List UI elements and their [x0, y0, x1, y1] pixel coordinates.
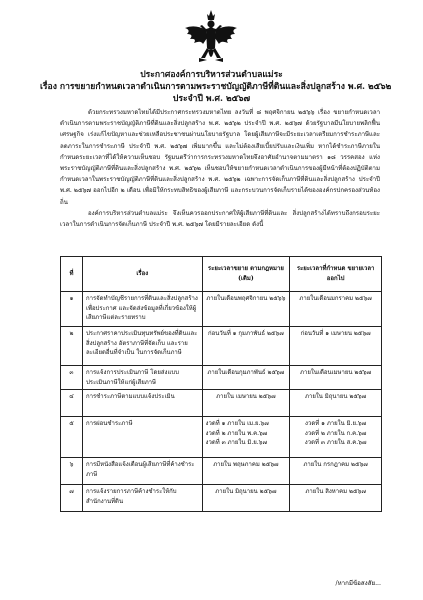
table-row	[61, 366, 382, 390]
continued-note: /หากมีข้อสงสัย...	[335, 580, 381, 587]
year-title: ประจำปี พ.ศ. ๒๕๖๗	[172, 94, 251, 104]
row-num: ๑	[61, 292, 83, 327]
schedule-table	[60, 256, 382, 512]
installment-old-2: งวดที่ ๒ ภายใน พ.ค.๖๗	[205, 429, 268, 437]
table-row	[61, 485, 382, 512]
table-row	[61, 390, 382, 417]
row-new-period: ภายใน มิถุนายน ๒๕๖๗	[290, 390, 382, 417]
row-num: ๗	[61, 485, 83, 512]
row-new-period: ภายใน สิงหาคม ๒๕๖๗	[290, 485, 382, 512]
announcement-body	[60, 107, 380, 230]
row-new-period: ก่อนวันที่ ๑ เมษายน ๒๕๖๗	[290, 327, 382, 366]
row-old-period: ก่อนวันที่ ๑ กุมภาพันธ์ ๒๕๖๗	[202, 327, 290, 366]
row-num: ๒	[61, 327, 83, 366]
row-subject: การมีหนังสือแจ้งเตือนผู้เสียภาษีที่ค้างชำระภาษี	[82, 458, 202, 485]
header-new-period: ระยะเวลาที่กำหนด ขยายเวลาออกไป	[290, 257, 382, 292]
table-header-row	[61, 257, 382, 292]
row-new-period: ภายในเดือนเมษายน ๒๕๖๗	[290, 366, 382, 390]
row-num: ๕	[61, 417, 83, 458]
row-new-period	[290, 417, 382, 458]
installment-old-3: งวดที่ ๓ ภายใน มิ.ย.๖๗	[205, 439, 267, 447]
header-subject: เรื่อง	[82, 257, 202, 292]
row-num: ๓	[61, 366, 83, 390]
row-old-period: ภายในเดือนพฤศจิกายน ๒๕๖๖	[202, 292, 290, 327]
row-subject: การจัดทำบัญชีรายการที่ดินและสิ่งปลูกสร้างเพื่อประกาศ และจัดส่งข้อมูลที่เกี่ยวข้องให้ผู้เสียภาษีแต่ละรายทราบ	[82, 292, 202, 327]
row-old-period: ภายในเดือนกุมภาพันธ์ ๒๕๖๗	[202, 366, 290, 390]
row-num: ๖	[61, 458, 83, 485]
row-num: ๔	[61, 390, 83, 417]
header-old-period: ระยะเวลาขยาย ตามกฎหมาย (เดิม)	[202, 257, 290, 292]
row-old-period: ภายใน พฤษภาคม ๒๕๖๗	[202, 458, 290, 485]
installment-old-1: งวดที่ ๑ ภายใน เม.ย.๖๗	[205, 420, 269, 428]
row-old-period: ภายใน มิถุนายน ๒๕๖๗	[202, 485, 290, 512]
row-subject: การชำระภาษีตามแบบแจ้งประเมิน	[82, 390, 202, 417]
row-subject: การแจ้งรายการภาษีค้างชำระให้กับสำนักงานที่ดิน	[82, 485, 202, 512]
header-num: ที่	[61, 257, 83, 292]
paragraph-1: ด้วยกระทรวงมหาดไทยได้มีประกาศกระทรวงมหาดไทย ลงวันที่ ๘ พฤศจิกายน ๒๕๖๖ เรื่อง ขยายกำหนดเวลาดำเนินการตามพระราชบัญญัติภาษีที่ดินและสิ่งปลูกสร้าง พ.ศ. ๒๕๖๒ ประจำปี พ.ศ. ๒๕๖๗ ด้วยรัฐบาลมีนโยบายพลิกฟื้นเศรษฐกิจ เร่งแก้ไขปัญหาและช่วยเหลือประชาชนผ่านนโยบายรัฐบาล โดยผู้เสียภาษีจะมีระยะเวลาเตรียมการชำระภาษีและลดภาระในการชำระภาษี ประจำปี พ.ศ. ๒๕๖๗ เพิ่มมากขึ้น และไม่ต้องเสียเบี้ยปรับและเงินเพิ่ม หากได้ชำระภาษีภายในกำหนดระยะเวลาที่ได้ให้ความเห็นชอบ รัฐมนตรีว่าการกระทรวงมหาดไทยจึงอาศัยอำนาจตามมาตรา ๑๘ วรรคสอง แห่งพระราชบัญญัติภาษีที่ดินและสิ่งปลูกสร้าง พ.ศ. ๒๕๖๒ เห็นชอบให้ขยายกำหนดเวลาดำเนินการของผู้มีหน้าที่ต้องปฏิบัติตามกำหนดเวลาในพระราชบัญญัติภาษีที่ดินและสิ่งปลูกสร้าง พ.ศ. ๒๕๖๒ เฉพาะการจัดเก็บภาษีที่ดินและสิ่งปลูกสร้าง ประจำปี พ.ศ. ๒๕๖๗ ออกไปอีก ๒ เดือน เพื่อมิให้กระทบสิทธิของผู้เสียภาษี และกระบวนการจัดเก็บรายได้ขององค์กรปกครองส่วนท้องถิ่น	[60, 109, 380, 206]
installment-new-2: งวดที่ ๒ ภายใน ก.ค.๖๗	[304, 429, 367, 437]
row-subject: ประกาศราคาประเมินทุนทรัพย์ของที่ดินและสิ่งปลูกสร้าง อัตราภาษีที่จัดเก็บ และรายละเอียดอื่นที่จำเป็น ในการจัดเก็บภาษี	[82, 327, 202, 366]
row-old-period: ภายใน เมษายน ๒๕๖๗	[202, 390, 290, 417]
row-new-period: ภายในเดือนมกราคม ๒๕๖๗	[290, 292, 382, 327]
table-row	[61, 458, 382, 485]
installment-new-1: งวดที่ ๑ ภายใน มิ.ย.๖๗	[305, 420, 367, 428]
garuda-emblem-icon	[181, 8, 241, 68]
row-old-period	[202, 417, 290, 458]
table-row	[61, 292, 382, 327]
table-row	[61, 327, 382, 366]
installment-new-3: งวดที่ ๓ ภายใน ส.ค.๖๗	[304, 439, 367, 447]
row-new-period: ภายใน กรกฎาคม ๒๕๖๗	[290, 458, 382, 485]
org-title: ประกาศองค์การบริหารส่วนตำบลแม่ระ	[140, 70, 283, 80]
subject-title: เรื่อง การขยายกำหนดเวลาดำเนินการตามพระราชบัญญัติภาษีที่ดินและสิ่งปลูกสร้าง พ.ศ. ๒๕๖๒	[40, 82, 392, 92]
row-subject: การแจ้งการประเมินภาษี โดยส่งแบบประเมินภาษีให้แก่ผู้เสียภาษี	[82, 366, 202, 390]
table-row	[61, 417, 382, 458]
row-subject: การผ่อนชำระภาษี	[82, 417, 202, 458]
paragraph-2: องค์การบริหารส่วนตำบลแม่ระ จึงเห็นควรออกประกาศให้ผู้เสียภาษีที่ดินและ สิ่งปลูกสร้างได้ทราบถึงกรอบระยะเวลาในการดำเนินการจัดเก็บภาษี ประจำปี พ.ศ. ๒๕๖๗ โดยมีรายละเอียด ดังนี้	[60, 209, 380, 229]
